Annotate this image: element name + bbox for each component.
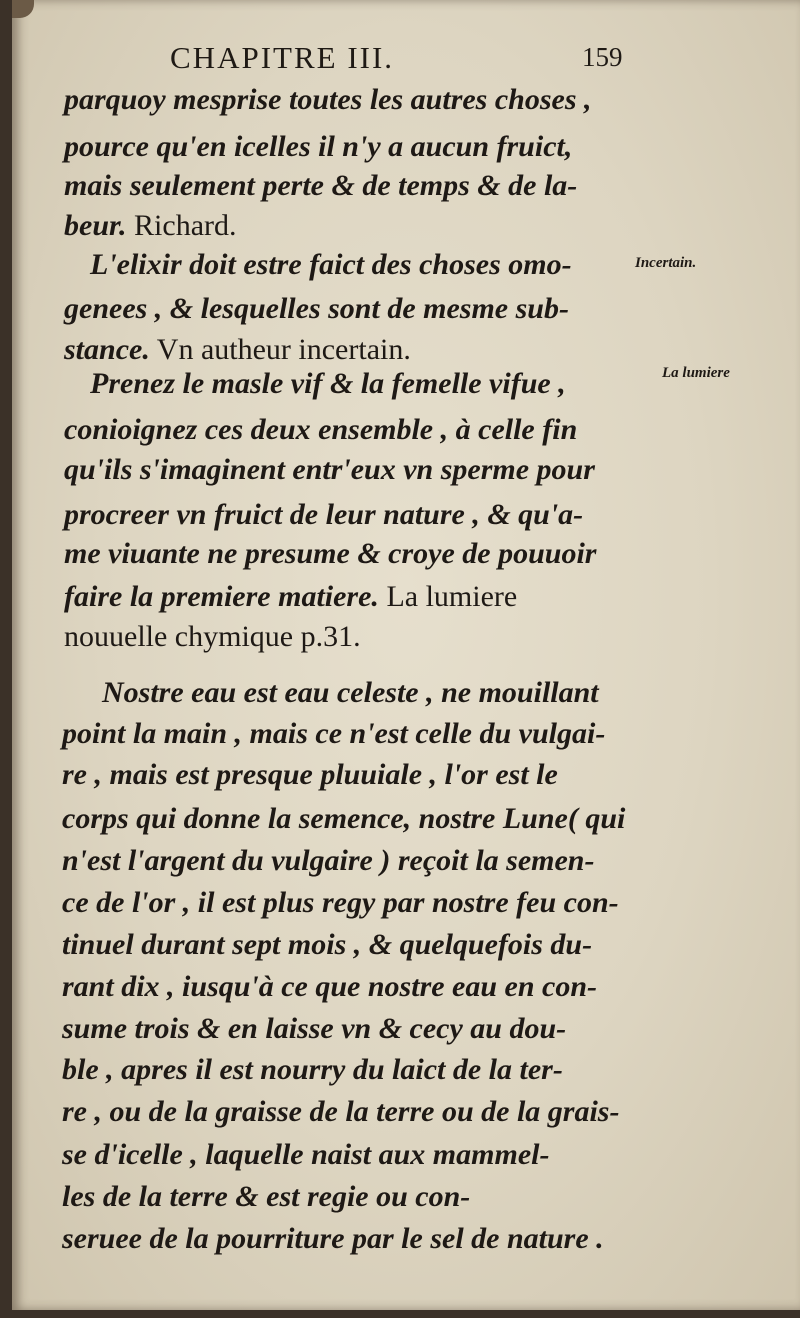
text-line: tinuel durant sept mois , & quelquefois du- bbox=[62, 928, 593, 961]
margin-note-incertain: Incertain. bbox=[635, 255, 697, 271]
text-line: sume trois & en laisse vn & cecy au dou- bbox=[62, 1012, 567, 1045]
text-line: genees , & lesquelles sont de mesme sub- bbox=[64, 292, 569, 325]
text-line: nouuelle chymique p.31. bbox=[64, 620, 361, 653]
text-line: seruee de la pourriture par le sel de nature . bbox=[62, 1222, 604, 1255]
text-line: re , mais est presque pluuiale , l'or est le bbox=[62, 758, 558, 791]
margin-note-lumiere: La lumiere bbox=[662, 365, 730, 381]
chapter-title: CHAPITRE III. bbox=[170, 40, 395, 75]
running-header bbox=[12, 40, 800, 84]
text-line: mais seulement perte & de temps & de la- bbox=[64, 169, 578, 202]
text-line: me viuante ne presume & croye de pouuoir bbox=[64, 537, 597, 570]
text-line: L'elixir doit estre faict des choses omo- bbox=[90, 248, 572, 281]
text-line: pource qu'en icelles il n'y a aucun fruict, bbox=[64, 130, 573, 163]
text-line: procreer vn fruict de leur nature , & qu'a- bbox=[64, 498, 584, 531]
text-line: stance. Vn autheur incertain. bbox=[64, 333, 411, 366]
text-line: se d'icelle , laquelle naist aux mammel- bbox=[62, 1138, 550, 1171]
text-line: n'est l'argent du vulgaire ) reçoit la semen- bbox=[62, 844, 595, 877]
corner-stain bbox=[12, 0, 34, 18]
text-line: Prenez le masle vif & la femelle vifue , bbox=[90, 367, 566, 400]
text-line: beur. Richard. bbox=[64, 209, 237, 242]
page-number: 159 bbox=[582, 42, 623, 72]
text-line: point la main , mais ce n'est celle du vulgai- bbox=[62, 717, 606, 750]
text-line: qu'ils s'imaginent entr'eux vn sperme pour bbox=[64, 453, 595, 486]
text-line: parquoy mesprise toutes les autres choses , bbox=[64, 83, 592, 116]
text-line: ce de l'or , il est plus regy par nostre feu con- bbox=[62, 886, 619, 919]
text-line: Nostre eau est eau celeste , ne mouillant bbox=[102, 676, 599, 709]
text-line: ble , apres il est nourry du laict de la ter- bbox=[62, 1053, 563, 1086]
text-line: corps qui donne la semence, nostre Lune( qui bbox=[62, 802, 626, 835]
text-line: rant dix , iusqu'à ce que nostre eau en con- bbox=[62, 970, 598, 1003]
text-line: conioignez ces deux ensemble , à celle fin bbox=[64, 413, 578, 446]
book-page bbox=[12, 0, 800, 1310]
text-line: les de la terre & est regie ou con- bbox=[62, 1180, 471, 1213]
text-line: re , ou de la graisse de la terre ou de la grais- bbox=[62, 1095, 620, 1128]
text-line: faire la premiere matiere. La lumiere bbox=[64, 580, 518, 613]
